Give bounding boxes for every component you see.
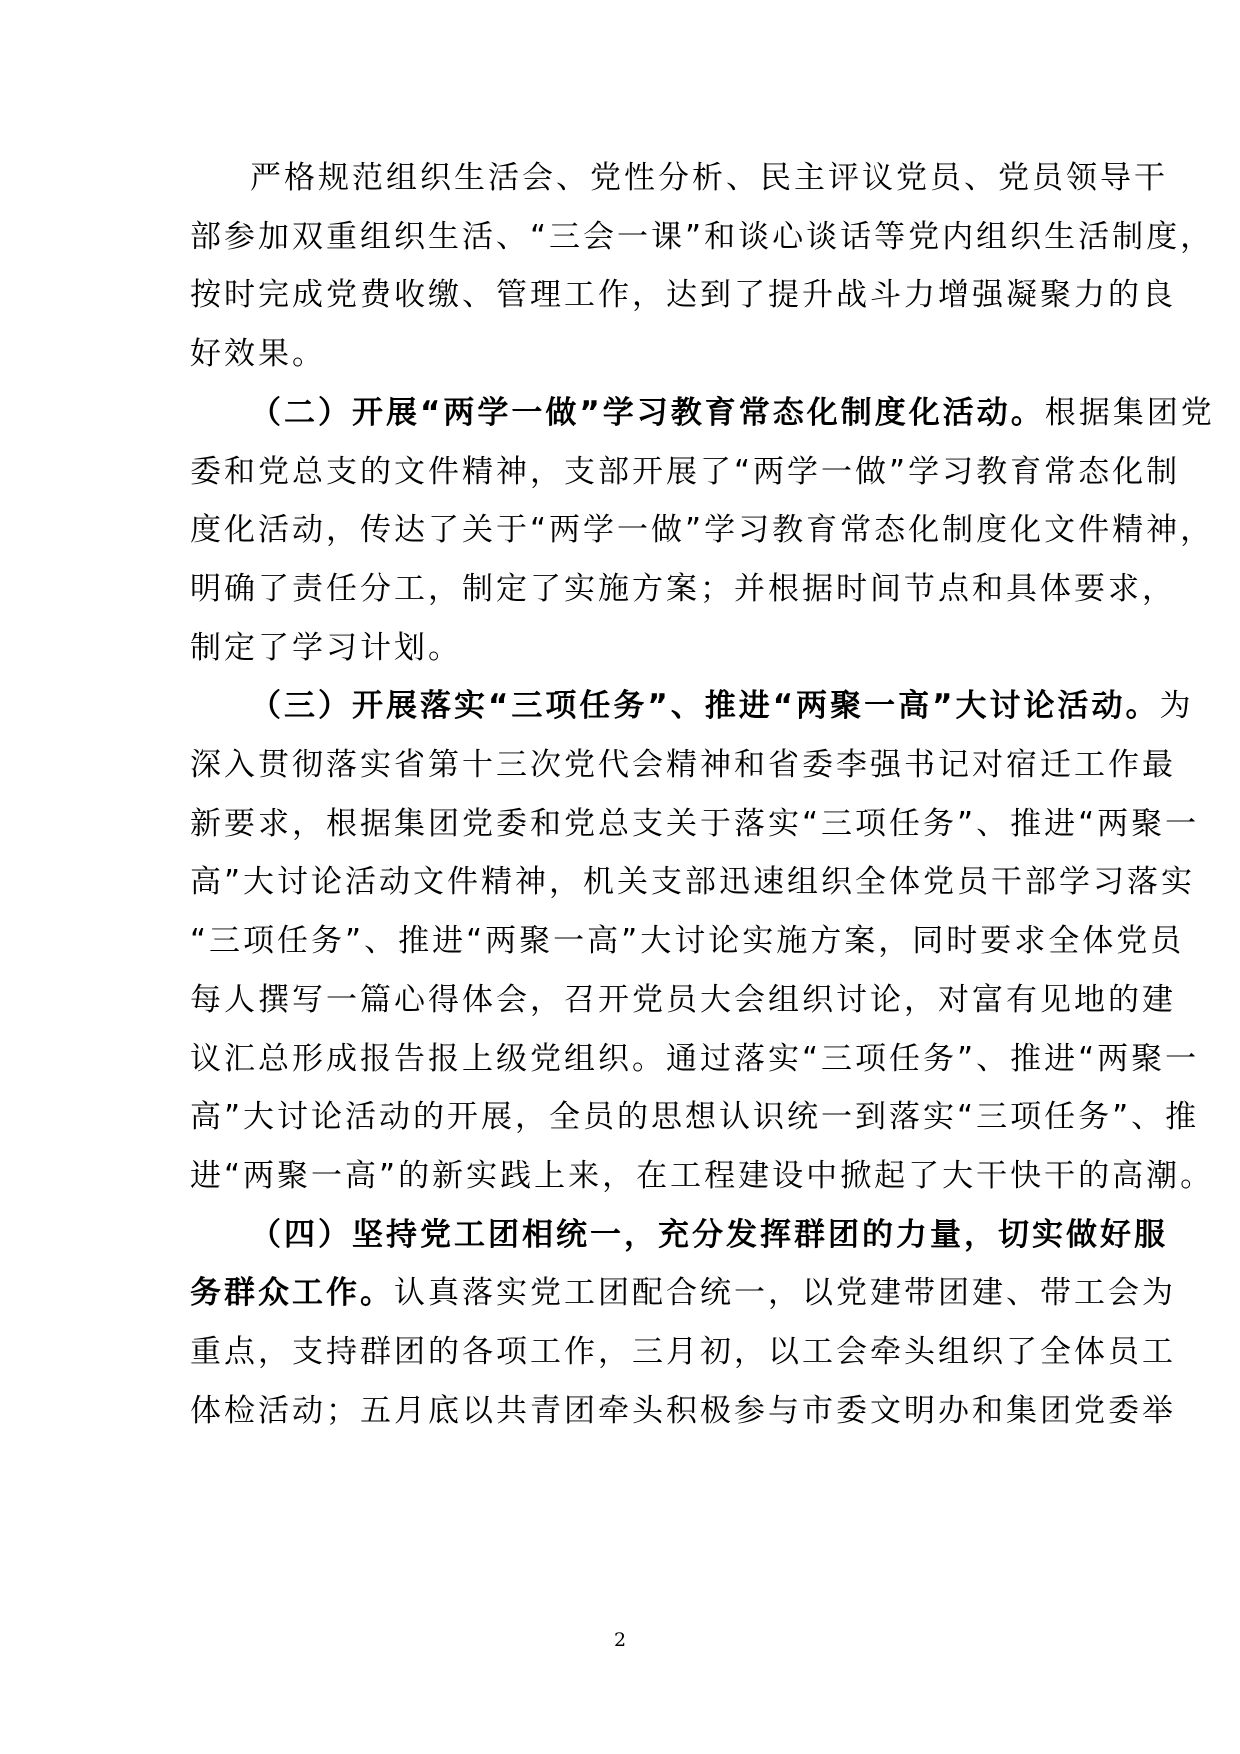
text-line: [190, 557, 1176, 621]
text-line: [190, 322, 1070, 386]
text-line: [190, 968, 1176, 1032]
text-segment: 每人撰写一篇心得体会，召开党员大会组织讨论，对富有见地的建: [190, 981, 1176, 1018]
text-segment: 重点，支持群团的各项工作，三月初，以工会牵头组织了全体员工: [190, 1334, 1176, 1370]
text-segment: 按时完成党费收缴、管理工作，达到了提升战斗力增强凝聚力的良: [190, 277, 1176, 314]
text-segment: 进“两聚一高”的新实践上来，在工程建设中掀起了大干快干的高潮。: [190, 1157, 1215, 1194]
text-segment: 好效果。: [190, 336, 326, 373]
text-line: [250, 1203, 1168, 1267]
text-line: [190, 1379, 1176, 1443]
text-segment: 度化活动，传达了关于“两学一做”学习教育常态化制度化文件精神，: [190, 512, 1215, 549]
text-segment: 议汇总形成报告报上级党组织。通过落实“三项任务”、推进“两聚一: [190, 1040, 1200, 1077]
text-segment: 认真落实党工团配合统一，以党建带团建、带工会为: [394, 1275, 1176, 1312]
text-line: [250, 146, 1168, 210]
text-segment: 明确了责任分工，制定了实施方案；并根据时间节点和具体要求，: [190, 570, 1176, 607]
text-segment: 委和党总支的文件精神，支部开展了“两学一做”学习教育常态化制: [190, 453, 1181, 490]
text-segment: 根据集团党: [1044, 394, 1215, 431]
text-line: [250, 674, 1194, 738]
bold-heading-text: （四）坚持党工团相统一，充分发挥群团的力量，切实做好服: [250, 1216, 1168, 1253]
text-line: [190, 263, 1176, 327]
text-line: [190, 1320, 1176, 1384]
text-line: [190, 1261, 1176, 1325]
text-segment: 体检活动；五月底以共青团牵头积极参与市委文明办和集团党委举: [190, 1392, 1176, 1429]
text-segment: 部参加双重组织生活、“三会一课”和谈心谈话等党内组织生活制度，: [190, 218, 1215, 255]
bold-heading-text: 务群众工作。: [190, 1275, 394, 1312]
text-line: [190, 1144, 1215, 1208]
page-number: 2: [613, 1629, 627, 1651]
text-line: [190, 205, 1215, 269]
text-segment: 深入贯彻落实省第十三次党代会精神和省委李强书记对宿迁工作最: [190, 747, 1176, 783]
text-line: [190, 909, 1185, 973]
text-line: [190, 616, 1070, 680]
text-segment: 为: [1159, 688, 1194, 725]
text-line: [250, 381, 1215, 445]
text-line: [190, 1027, 1200, 1091]
text-line: [190, 498, 1215, 562]
text-line: [190, 440, 1181, 504]
bold-heading-text: （三）开展落实“三项任务”、推进“两聚一高”大讨论活动。: [250, 688, 1160, 725]
text-segment: 高”大讨论活动的开展，全员的思想认识统一到落实“三项任务”、推: [190, 1099, 1200, 1136]
text-line: [190, 792, 1200, 856]
text-segment: 制定了学习计划。: [190, 629, 462, 666]
text-line: [190, 850, 1196, 914]
text-segment: 严格规范组织生活会、党性分析、民主评议党员、党员领导干: [250, 160, 1168, 196]
text-line: [190, 733, 1176, 797]
bold-heading-text: （二）开展“两学一做”学习教育常态化制度化活动。: [250, 394, 1045, 431]
text-line: [190, 1085, 1200, 1149]
text-segment: “三项任务”、推进“两聚一高”大讨论实施方案，同时要求全体党员: [190, 923, 1185, 960]
text-segment: 新要求，根据集团党委和党总支关于落实“三项任务”、推进“两聚一: [190, 805, 1200, 842]
text-segment: 高”大讨论活动文件精神，机关支部迅速组织全体党员干部学习落实: [190, 864, 1196, 901]
